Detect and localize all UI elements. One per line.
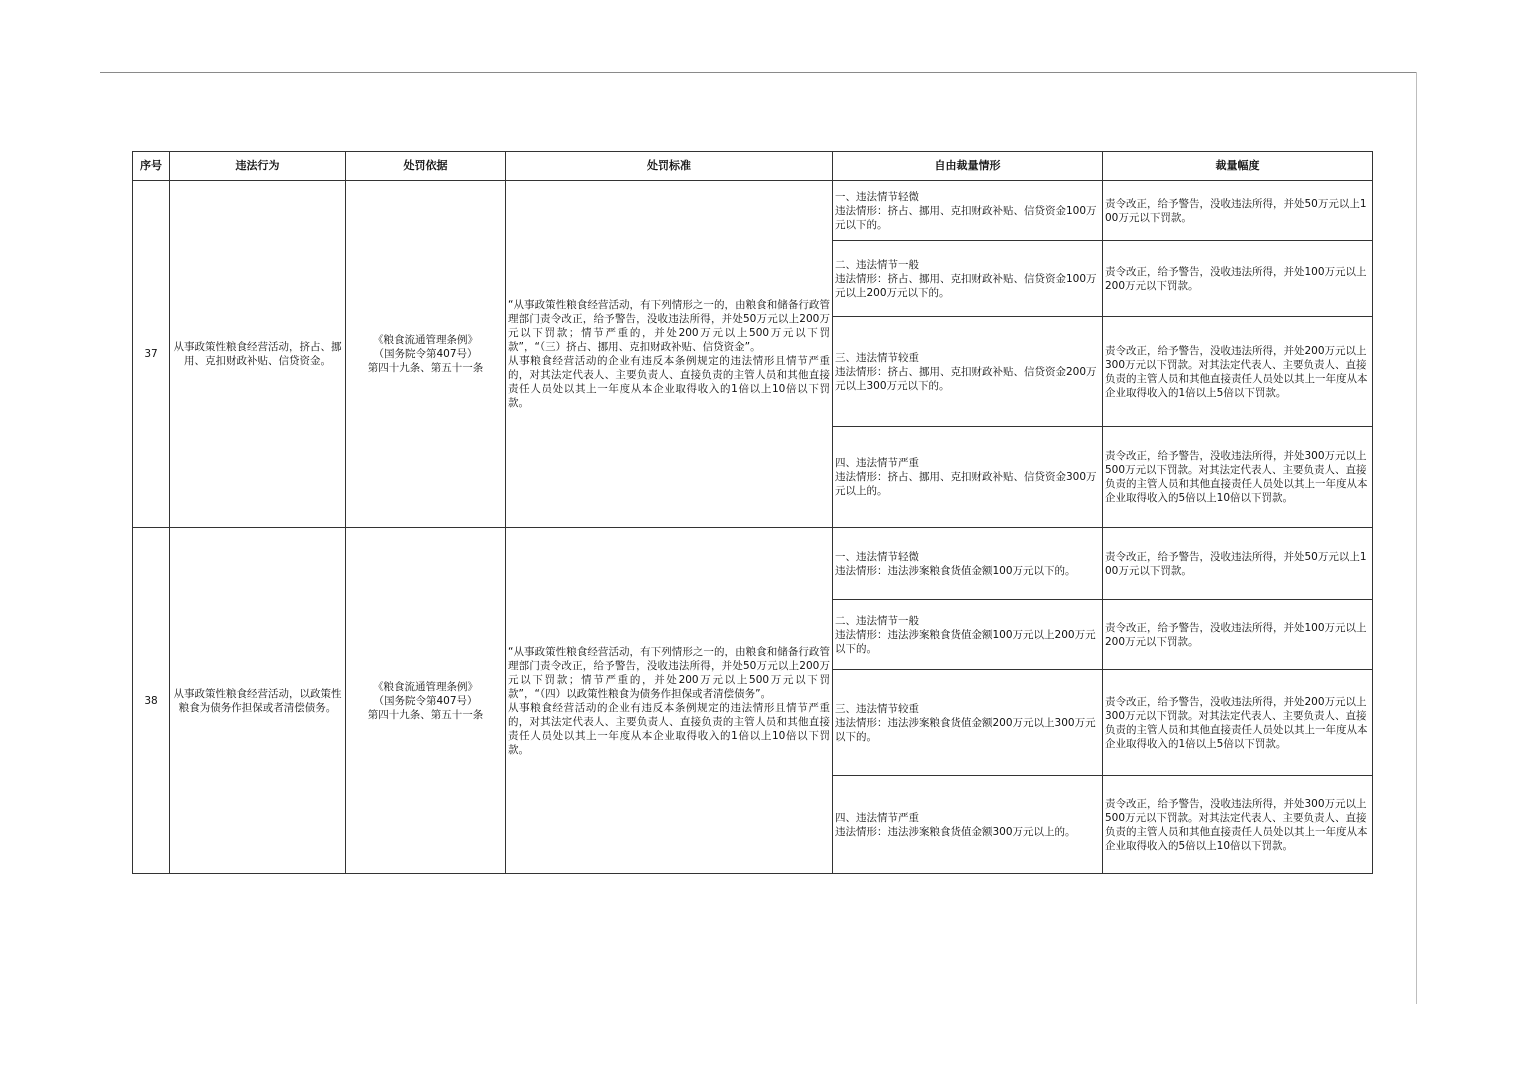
situation-cell: 二、违法情节一般 违法情形：挤占、挪用、克扣财政补贴、信贷资金100万元以上200万元以下的。 (833, 241, 1103, 317)
standard-cell: “从事政策性粮食经营活动，有下列情形之一的，由粮食和储备行政管理部门责令改正，给予警告，没收违法所得，并处50万元以上200万元以下罚款；情节严重的，并处200万元以上500万元以下罚款”，“（三）挤占、挪用、克扣财政补贴、信贷资金”。 从事粮食经营活动的企业有违反本条例规定的违法情形且情节严重的，对其法定代表人、主要负责人、直接负责的主管人员和其他直接责任人员处以其上一年度从本企业取得收入的1倍以上10倍以下罚款。 (506, 181, 833, 528)
situation-cell: 三、违法情节较重 违法情形：挤占、挪用、克扣财政补贴、信贷资金200万元以上300万元以下的。 (833, 317, 1103, 427)
header-situation: 自由裁量情形 (833, 152, 1103, 181)
table-row (133, 528, 1373, 600)
range-cell: 责令改正，给予警告，没收违法所得，并处300万元以上500万元以下罚款。对其法定代表人、主要负责人、直接负责的主管人员和其他直接责任人员处以其上一年度从本企业取得收入的5倍以上10倍以下罚款。 (1103, 427, 1373, 528)
violation-cell: 从事政策性粮食经营活动，挤占、挪用、克扣财政补贴、信贷资金。 (170, 181, 346, 528)
range-cell: 责令改正，给予警告，没收违法所得，并处200万元以上300万元以下罚款。对其法定代表人、主要负责人、直接负责的主管人员和其他直接责任人员处以其上一年度从本企业取得收入的1倍以上5倍以下罚款。 (1103, 670, 1373, 776)
situation-cell: 四、违法情节严重 违法情形：违法涉案粮食货值金额300万元以上的。 (833, 776, 1103, 874)
situation-cell: 四、违法情节严重 违法情形：挤占、挪用、克扣财政补贴、信贷资金300万元以上的。 (833, 427, 1103, 528)
situation-cell: 二、违法情节一般 违法情形：违法涉案粮食货值金额100万元以上200万元以下的。 (833, 600, 1103, 670)
row-number: 38 (133, 528, 170, 874)
range-cell: 责令改正，给予警告，没收违法所得，并处100万元以上200万元以下罚款。 (1103, 600, 1373, 670)
range-cell: 责令改正，给予警告，没收违法所得，并处50万元以上100万元以下罚款。 (1103, 181, 1373, 241)
row-number: 37 (133, 181, 170, 528)
situation-cell: 一、违法情节轻微 违法情形：挤占、挪用、克扣财政补贴、信贷资金100万元以下的。 (833, 181, 1103, 241)
header-basis: 处罚依据 (346, 152, 506, 181)
range-cell: 责令改正，给予警告，没收违法所得，并处200万元以上300万元以下罚款。对其法定代表人、主要负责人、直接负责的主管人员和其他直接责任人员处以其上一年度从本企业取得收入的1倍以上5倍以下罚款。 (1103, 317, 1373, 427)
basis-cell: 《粮食流通管理条例》 （国务院令第407号） 第四十九条、第五十一条 (346, 181, 506, 528)
header-standard: 处罚标准 (506, 152, 833, 181)
standard-cell: “从事政策性粮食经营活动，有下列情形之一的，由粮食和储备行政管理部门责令改正，给予警告，没收违法所得，并处50万元以上200万元以下罚款；情节严重的，并处200万元以上500万元以下罚款”，“（四）以政策性粮食为债务作担保或者清偿债务”。 从事粮食经营活动的企业有违反本条例规定的违法情形且情节严重的，对其法定代表人、主要负责人、直接负责的主管人员和其他直接责任人员处以其上一年度从本企业取得收入的1倍以上10倍以下罚款。 (506, 528, 833, 874)
header-range: 裁量幅度 (1103, 152, 1373, 181)
penalty-discretion-table (132, 151, 1373, 874)
page-right-edge (1416, 72, 1417, 1004)
table-header-row (133, 152, 1373, 181)
page-top-rule (100, 72, 1417, 73)
range-cell: 责令改正，给予警告，没收违法所得，并处50万元以上100万元以下罚款。 (1103, 528, 1373, 600)
basis-cell: 《粮食流通管理条例》 （国务院令第407号） 第四十九条、第五十一条 (346, 528, 506, 874)
header-no: 序号 (133, 152, 170, 181)
range-cell: 责令改正，给予警告，没收违法所得，并处100万元以上200万元以下罚款。 (1103, 241, 1373, 317)
table-row (133, 181, 1373, 241)
situation-cell: 三、违法情节较重 违法情形：违法涉案粮食货值金额200万元以上300万元以下的。 (833, 670, 1103, 776)
header-violation: 违法行为 (170, 152, 346, 181)
range-cell: 责令改正，给予警告，没收违法所得，并处300万元以上500万元以下罚款。对其法定代表人、主要负责人、直接负责的主管人员和其他直接责任人员处以其上一年度从本企业取得收入的5倍以上10倍以下罚款。 (1103, 776, 1373, 874)
situation-cell: 一、违法情节轻微 违法情形：违法涉案粮食货值金额100万元以下的。 (833, 528, 1103, 600)
violation-cell: 从事政策性粮食经营活动，以政策性粮食为债务作担保或者清偿债务。 (170, 528, 346, 874)
